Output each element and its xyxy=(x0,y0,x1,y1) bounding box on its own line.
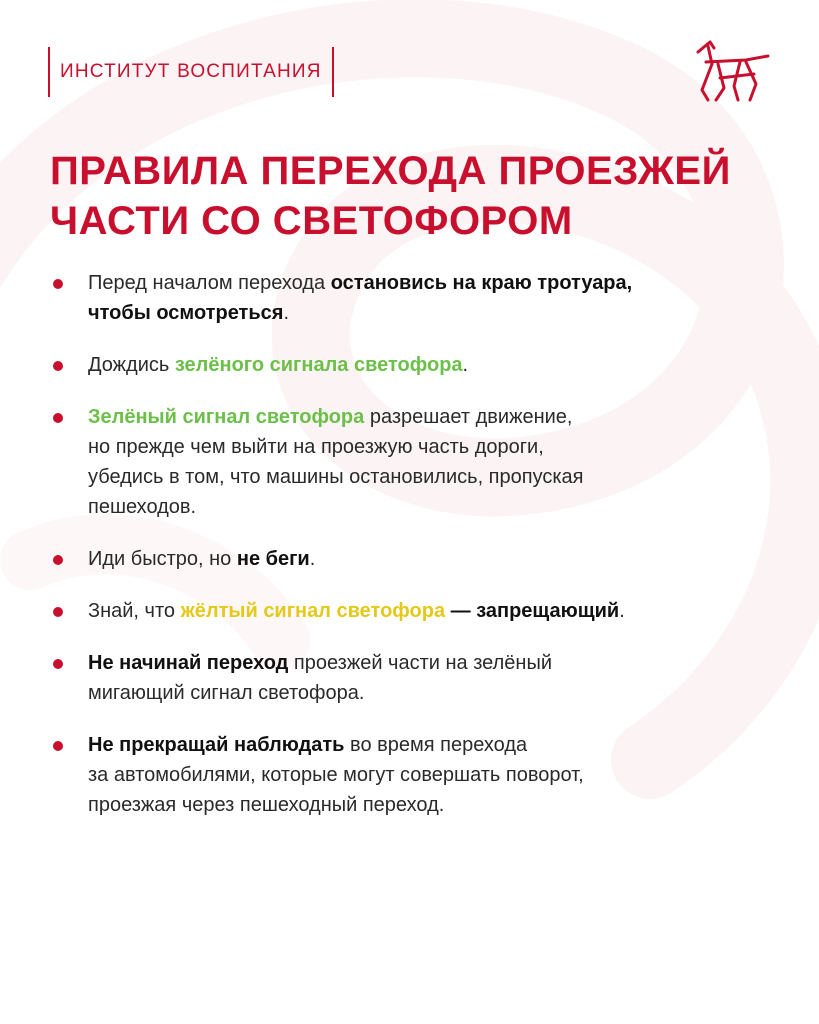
bullet-dot-icon xyxy=(53,413,63,423)
rule-line xyxy=(88,760,772,790)
horse-logo-icon xyxy=(690,38,774,102)
rule-text: Иди быстро, но xyxy=(88,548,237,570)
rule-text: . xyxy=(283,302,289,324)
rule-highlight: Зелёный сигнал светофора xyxy=(88,406,365,428)
rule-highlight: зелёного сигнала светофора xyxy=(174,354,463,376)
rule-line xyxy=(88,462,772,492)
rule-text: убедись в том, что машины остановились, пропуская xyxy=(88,466,584,488)
rule-text: мигающий сигнал светофора. xyxy=(88,682,365,704)
page-title xyxy=(50,146,790,246)
rule-line xyxy=(88,350,772,380)
bullet-dot-icon xyxy=(53,279,63,289)
rule-line xyxy=(88,596,772,626)
rule-line xyxy=(88,432,772,462)
rule-line xyxy=(88,402,772,432)
rule-line xyxy=(88,648,772,678)
brand-name: ИНСТИТУТ ВОСПИТАНИЯ xyxy=(60,61,322,82)
title-line-1: ПРАВИЛА ПЕРЕХОДА ПРОЕЗЖЕЙ xyxy=(50,149,731,193)
rule-text: . xyxy=(619,600,625,622)
header-right-divider xyxy=(332,47,334,97)
bullet-dot-icon xyxy=(53,659,63,669)
rule-text: Перед началом перехода xyxy=(88,272,331,294)
rule-highlight: остановись на краю тротуара, xyxy=(330,272,633,294)
bullet-dot-icon xyxy=(53,741,63,751)
rule-item xyxy=(52,730,772,820)
header xyxy=(48,47,334,97)
rule-line xyxy=(88,730,772,760)
rule-text: за автомобилями, которые могут совершать поворот, xyxy=(88,764,584,786)
rule-highlight: чтобы осмотреться xyxy=(88,302,284,324)
rule-item xyxy=(52,350,772,380)
rule-line xyxy=(88,544,772,574)
rule-text: но прежде чем выйти на проезжую часть дороги, xyxy=(88,436,544,458)
rule-highlight: не беги xyxy=(236,548,310,570)
rule-text: . xyxy=(462,354,469,376)
rule-text: пешеходов. xyxy=(88,496,197,518)
rule-item xyxy=(52,402,772,522)
rule-text: Дождись xyxy=(88,354,175,376)
rule-highlight: Не прекращай наблюдать xyxy=(88,734,345,756)
rule-text: проезжей части на зелёный xyxy=(288,652,553,674)
rule-item xyxy=(52,648,772,708)
rule-item xyxy=(52,268,772,328)
rule-text: Знай, что xyxy=(88,600,181,622)
rule-line xyxy=(88,492,772,522)
rule-line xyxy=(88,298,772,328)
bullet-dot-icon xyxy=(53,361,63,371)
rule-item xyxy=(52,544,772,574)
rule-line xyxy=(88,268,772,298)
rule-text: во время перехода xyxy=(344,734,528,756)
rule-highlight: жёлтый сигнал светофора xyxy=(180,600,446,622)
rule-highlight: — запрещающий xyxy=(445,600,620,622)
rule-line xyxy=(88,678,772,708)
rule-text: . xyxy=(309,548,316,570)
rule-highlight: Не начинай переход xyxy=(88,652,289,674)
rules-list xyxy=(52,268,772,842)
rule-text: разрешает движение, xyxy=(364,406,573,428)
rule-line xyxy=(88,790,772,820)
rule-text: проезжая через пешеходный переход. xyxy=(88,794,445,816)
bullet-dot-icon xyxy=(53,555,63,565)
title-line-2: ЧАСТИ СО СВЕТОФОРОМ xyxy=(50,199,573,243)
bullet-dot-icon xyxy=(53,607,63,617)
rule-item xyxy=(52,596,772,626)
